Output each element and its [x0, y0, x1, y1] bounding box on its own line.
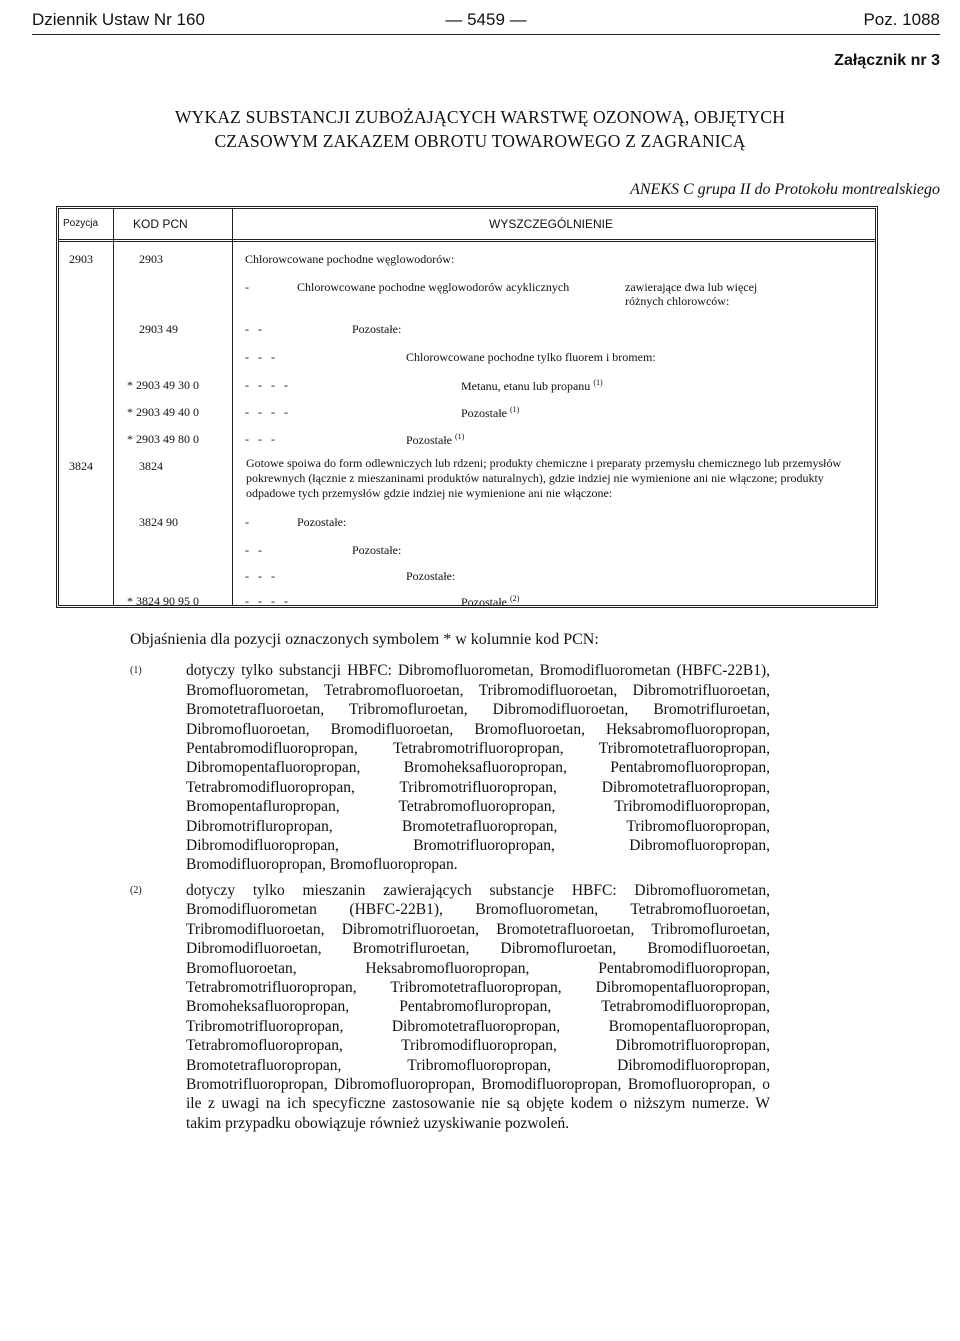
kod-2903: 2903	[139, 252, 163, 266]
note-2-text: dotyczy tylko mieszanin zawierających substancje HBFC: Dibromofluorometan, Bromodifluorometan (HBFC-22B1), Bromofluorometan, Tetrabromofluoroetan, Tribromodifluoroetan, Dibromotrifluoroetan, Bromotetrafluoroetan, Tribromofluroetan, Dibromodifluoroetan, Bromotrifluroetan, Dibromofluroetan, Bromodifluoroetan, Bromofluoroetan, Heksabromofluoropropan, Pentabromodifluoropropan, Tetrabromotrifluoropropan, Tribromotetrafluoropropan, Dibromopentafluoropropan, Bromoheksafluoropropan, Pentabromofluropropan, Tetrabromodifluoropropan, Tribromotrifluoropropan, Dibromotetrafluoropropan, Bromopentafluoropropan, Tetrabromofluoropropan, Tribromodifluoropropan, Dibromotrifluoropropan, Bromotetrafluoropropan, Tribromofluoropropan, Dibromodifluoropropan, Bromotrifluoropropan, Dibromofluoropropan, Bromodifluoropropan, Bromofluoropropan, o ile z uwagi na ich specyficzne zastosowanie nie są objęte kodem o niższym numerze. W takim przypadku obowiązuje również uzyskiwanie pozwoleń.	[186, 881, 770, 1132]
row-2903-49-text: Pozostałe:	[352, 322, 402, 336]
pozycja-2903: 2903	[69, 252, 93, 266]
kod-3824-90: 3824 90	[139, 515, 178, 529]
header-pozycja: Pozycja	[63, 218, 99, 229]
substances-table	[56, 206, 878, 608]
row-methane	[461, 378, 603, 394]
row-dash: -	[245, 280, 249, 294]
footnote-ref: (2)	[510, 594, 520, 603]
note-1-text: dotyczy tylko substancji HBFC: Dibromofluorometan, Bromodifluorometan (HBFC-22B1), Bromofluorometan, Tetrabromofluoroetan, Tribromodifluoroetan, Dibromotrifluoroetan, Bromotetrafluoroetan, Tribromofluroetan, Dibromodifluoroetan, Bromotrifluroetan, Dibromofluoroetan, Bromodifluoroetan, Bromofluoroetan, Heksabromofluoropropan, Pentabromodifluoropropan, Tetrabromotrifluoropropan, Tribromotetrafluoropropan, Dibromopentafluoropropan, Bromoheksafluoropropan, Pentabromofluoropropan, Tetrabromodifluoropropan, Tribromotrifluoropropan, Dibromotetrafluoropropan, Bromopentafluropropan, Tetrabromofluoropropan, Tribromodifluoropropan, Dibromotrifluropropan, Bromotetrafluoropropan, Tribromofluoropropan, Dibromodifluoropropan, Bromotrifluoropropan, Dibromofluoropropan, Bromodifluoropropan, Bromofluoropropan.	[186, 662, 770, 874]
row-acyclic: Chlorowcowane pochodne węglowodorów acyklicznych	[297, 280, 570, 294]
row-other-95-text: Pozostałe	[461, 595, 507, 609]
row-dash: - - -	[245, 432, 275, 446]
column-divider	[232, 209, 233, 605]
desc-2903: Chlorowcowane pochodne węglowodorów:	[245, 252, 455, 266]
row-dash: - -	[245, 543, 262, 557]
row-other-80-text: Pozostałe	[406, 433, 452, 447]
page-number: — 5459 —	[445, 10, 527, 29]
note-1	[130, 661, 770, 874]
column-divider	[113, 209, 114, 605]
note-2-marker: (2)	[130, 884, 142, 896]
kod-2903-49-40-0: * 2903 49 40 0	[127, 405, 199, 419]
position-number: Poz. 1088	[863, 10, 940, 29]
note-2	[130, 881, 770, 1133]
row-dash: - - -	[245, 350, 275, 364]
row-other-80	[406, 432, 464, 448]
row-dash: -	[245, 515, 249, 529]
row-other-40	[461, 405, 519, 421]
kod-2903-49: 2903 49	[139, 322, 178, 336]
row-other-l2: Pozostałe:	[352, 543, 402, 557]
kod-3824-90-95-0: * 3824 90 95 0	[127, 594, 199, 608]
row-acyclic-extra-2: różnych chlorowców:	[625, 294, 730, 308]
row-dash: - - - -	[245, 405, 288, 419]
title-line-2: CZASOWYM ZAKAZEM OBROTU TOWAROWEGO Z ZAGRANICĄ	[214, 131, 746, 151]
kod-3824: 3824	[139, 459, 163, 473]
page-header	[32, 8, 940, 35]
row-other-l3: Pozostałe:	[406, 569, 456, 583]
row-other-95	[461, 594, 519, 610]
row-dash: - - - -	[245, 594, 288, 608]
footnote-ref: (1)	[455, 432, 465, 441]
row-acyclic-extra-1: zawierające dwa lub więcej	[625, 280, 758, 294]
protocol-reference: ANEKS C grupa II do Protokołu montrealskiego	[630, 181, 940, 198]
footnote-ref: (1)	[593, 378, 603, 387]
title-line-1: WYKAZ SUBSTANCJI ZUBOŻAJĄCYCH WARSTWĘ OZONOWĄ, OBJĘTYCH	[174, 107, 786, 127]
notes-intro: Objaśnienia dla pozycji oznaczonych symbolem * w kolumnie kod PCN:	[130, 631, 599, 648]
annex-label: Załącznik nr 3	[834, 52, 940, 69]
note-1-marker: (1)	[130, 665, 142, 677]
row-dash: - -	[245, 322, 262, 336]
row-methane-text: Metanu, etanu lub propanu	[461, 379, 591, 393]
row-dash: - - -	[245, 569, 275, 583]
header-wyszczegolnienie: WYSZCZEGÓLNIENIE	[489, 217, 614, 231]
desc-3824: Gotowe spoiwa do form odlewniczych lub rdzeni; produkty chemiczne i preparaty przemysłu chemicznego lub przemysłów pokrewnych (łącznie z mieszaninami produktów naturalnych), gdzie indziej nie wymienione ani nie włączone; produkty odpadowe tych przemysłów gdzie indziej nie wymienione ani nie włączone:	[246, 456, 842, 500]
journal-name: Dziennik Ustaw Nr 160	[32, 10, 205, 29]
header-divider	[59, 239, 875, 242]
row-fluorine-bromine: Chlorowcowane pochodne tylko fluorem i bromem:	[406, 350, 656, 364]
header-kod-pcn: KOD PCN	[133, 217, 188, 231]
kod-2903-49-80-0: * 2903 49 80 0	[127, 432, 199, 446]
row-3824-90-text: Pozostałe:	[297, 515, 347, 529]
footnote-ref: (1)	[510, 405, 520, 414]
row-dash: - - - -	[245, 378, 288, 392]
pozycja-3824: 3824	[69, 459, 93, 473]
kod-2903-49-30-0: * 2903 49 30 0	[127, 378, 199, 392]
explanatory-notes	[130, 630, 770, 1139]
row-other-40-text: Pozostałe	[461, 406, 507, 420]
document-title	[0, 105, 960, 153]
